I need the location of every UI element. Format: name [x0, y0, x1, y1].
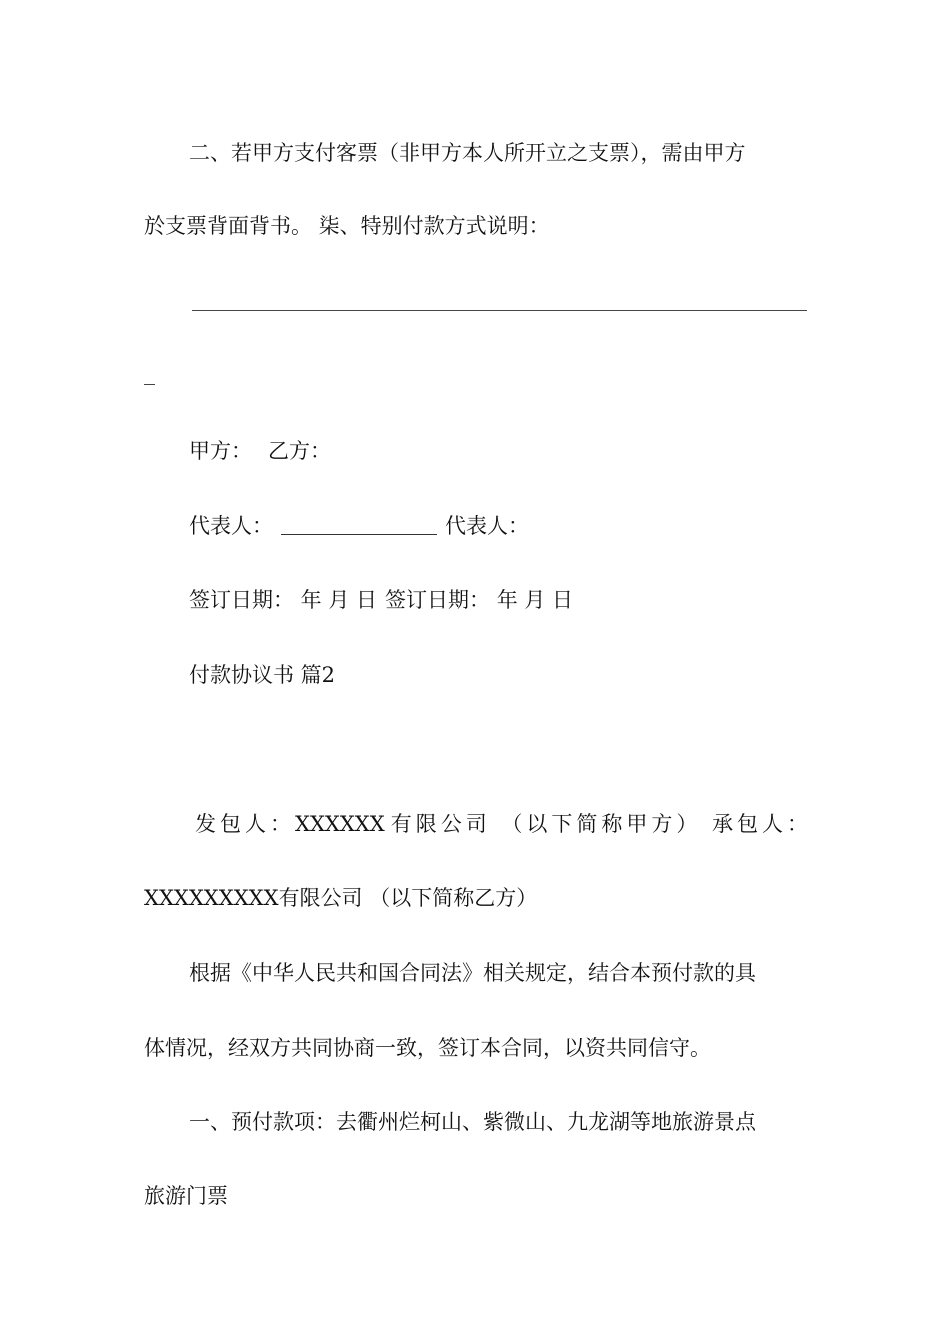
- paragraph-line: 二、若甲方支付客票（非甲方本人所开立之支票），需由甲方: [189, 141, 746, 165]
- sign-date-a: 签订日期： 年 月 日: [189, 588, 378, 612]
- contractor-line: [144, 883, 537, 913]
- blank-line-long: [192, 310, 807, 311]
- parties-line: [189, 436, 331, 466]
- employer-rest: 有限公司 （以下简称甲方） 承包人：: [390, 812, 813, 836]
- signature-blank: [281, 516, 437, 535]
- section-title: 付款协议书 篇2: [189, 663, 336, 687]
- party-b-label: 乙方：: [268, 439, 331, 463]
- sign-date-line: [189, 585, 573, 615]
- rep-b-label: 代表人：: [445, 514, 529, 538]
- sign-date-b: 签订日期： 年 月 日: [385, 588, 574, 612]
- rep-a-label: 代表人：: [189, 514, 273, 538]
- contractor-rest: 有限公司 （以下简称乙方）: [278, 886, 538, 910]
- paragraph-line: 旅游门票: [144, 1184, 228, 1208]
- contractor-name: XXXXXXXXX: [144, 886, 279, 910]
- employer-label: 发包人：: [195, 812, 295, 836]
- employer-name: XXXXXX: [295, 812, 385, 836]
- blank-line-short: [144, 384, 155, 385]
- paragraph-line: 於支票背面背书。 柒、特别付款方式说明：: [144, 214, 550, 238]
- paragraph-line: 一、预付款项：去衢州烂柯山、紫微山、九龙湖等地旅游景点: [189, 1110, 756, 1134]
- party-a-label: 甲方：: [189, 439, 252, 463]
- paragraph-line: 体情况，经双方共同协商一致，签订本合同，以资共同信守。: [144, 1036, 711, 1060]
- contractor-line: [195, 809, 812, 839]
- representative-line: [189, 511, 529, 541]
- paragraph-line: 根据《中华人民共和国合同法》相关规定，结合本预付款的具: [189, 961, 756, 985]
